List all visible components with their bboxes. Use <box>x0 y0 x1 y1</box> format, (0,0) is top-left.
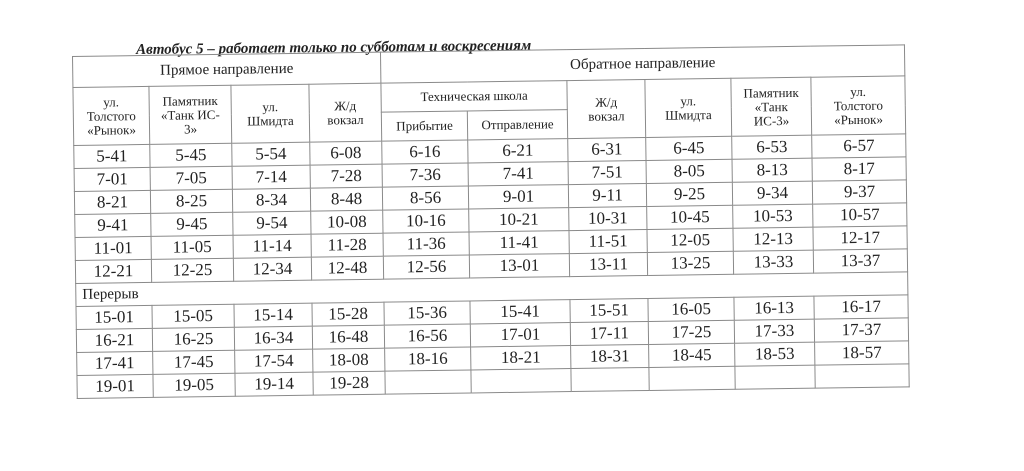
header-departure: Отправление <box>467 110 567 140</box>
page-title: Автобус 5 – работает только по субботам и воскресениям <box>136 37 532 58</box>
header-line: «Рынок» <box>87 121 137 138</box>
time-cell: 6-16 <box>382 140 468 164</box>
time-cell: 8-48 <box>310 187 382 211</box>
header-line: ул. <box>850 83 867 99</box>
time-cell: 15-51 <box>570 298 648 322</box>
header-tank-monument-back <box>731 77 812 136</box>
header-line: Памятник <box>743 84 799 101</box>
forward-direction-header: Прямое направление <box>73 52 381 87</box>
time-cell: 10-21 <box>469 208 569 232</box>
rows-after-break <box>76 295 909 399</box>
time-cell: 11-05 <box>151 235 233 259</box>
time-cell: 13-25 <box>647 251 733 275</box>
header-line: 3» <box>183 120 198 136</box>
header-schmidt <box>231 84 310 143</box>
header-station <box>309 83 382 142</box>
time-cell: 12-13 <box>733 227 813 251</box>
time-cell: 16-21 <box>76 328 152 352</box>
time-cell: 16-25 <box>152 327 234 351</box>
time-cell: 18-08 <box>313 348 385 372</box>
rows-before-break <box>74 134 908 284</box>
time-cell: 10-31 <box>569 206 647 230</box>
time-cell <box>471 369 571 393</box>
time-cell <box>571 367 649 391</box>
header-arrival: Прибытие <box>381 111 467 141</box>
time-cell: 17-25 <box>648 320 734 344</box>
time-cell <box>385 370 471 394</box>
time-cell: 6-57 <box>812 134 906 158</box>
time-cell: 17-54 <box>235 349 313 373</box>
time-cell: 10-53 <box>733 204 813 228</box>
time-cell: 6-53 <box>732 135 812 159</box>
header-line: «Танк ИС- <box>160 106 220 123</box>
time-cell: 8-17 <box>812 157 906 181</box>
header-line: вокзал <box>327 111 364 127</box>
header-line: Шмидта <box>665 106 712 123</box>
time-cell: 9-37 <box>812 180 906 204</box>
time-cell: 16-56 <box>384 324 470 348</box>
time-cell: 15-28 <box>312 302 384 326</box>
time-cell: 13-11 <box>569 252 647 276</box>
time-cell <box>735 365 815 389</box>
time-cell: 12-25 <box>151 258 233 282</box>
header-tank-monument <box>149 85 232 144</box>
header-schmidt-back <box>645 78 732 137</box>
time-cell: 8-21 <box>74 190 150 214</box>
header-line: Ж/д <box>595 93 618 110</box>
time-cell: 8-25 <box>150 189 232 213</box>
header-line: вокзал <box>588 107 625 124</box>
header-tolstoy-market <box>73 86 150 145</box>
break-label: Перерыв <box>76 272 908 307</box>
schedule-table <box>72 44 910 399</box>
time-cell: 17-45 <box>153 350 235 374</box>
time-cell: 12-48 <box>311 256 383 280</box>
time-cell: 11-51 <box>569 229 647 253</box>
time-cell: 9-01 <box>468 185 568 209</box>
time-cell: 7-51 <box>568 160 646 184</box>
time-cell: 10-16 <box>383 209 469 233</box>
header-line: Толстого <box>86 107 136 124</box>
time-cell <box>815 364 909 388</box>
time-cell: 12-21 <box>75 259 151 283</box>
header-tolstoy-market-back <box>811 76 906 135</box>
time-cell: 5-54 <box>232 142 310 166</box>
header-line: ул. <box>103 93 120 110</box>
time-cell: 19-28 <box>313 371 385 395</box>
time-cell: 17-41 <box>77 351 153 375</box>
time-cell: 18-16 <box>385 347 471 371</box>
time-cell: 13-33 <box>733 250 813 274</box>
time-cell: 9-41 <box>75 213 151 237</box>
time-cell: 5-45 <box>150 143 232 167</box>
time-cell: 8-13 <box>732 158 812 182</box>
time-cell: 12-34 <box>233 257 311 281</box>
time-cell: 11-14 <box>233 234 311 258</box>
time-cell: 12-56 <box>383 255 469 279</box>
time-cell: 15-01 <box>76 305 152 329</box>
time-cell: 7-14 <box>232 165 310 189</box>
time-cell: 19-01 <box>77 374 153 398</box>
time-cell: 11-41 <box>469 231 569 255</box>
time-cell: 9-25 <box>646 182 732 206</box>
header-station-back <box>567 80 646 139</box>
time-cell: 18-57 <box>815 341 909 365</box>
time-cell: 17-01 <box>470 323 570 347</box>
time-cell: 6-31 <box>568 137 646 161</box>
backward-direction-header: Обратное направление <box>381 45 905 83</box>
time-cell: 15-14 <box>234 303 312 327</box>
time-cell: 9-11 <box>568 183 646 207</box>
time-cell: 12-05 <box>647 228 733 252</box>
time-cell: 17-33 <box>734 319 814 343</box>
time-cell: 12-17 <box>813 226 907 250</box>
header-line: ул. <box>680 92 697 109</box>
header-line: Ж/д <box>334 97 357 113</box>
time-cell: 18-45 <box>649 343 735 367</box>
header-line: ИС-3» <box>753 112 790 128</box>
time-cell: 19-05 <box>153 373 235 397</box>
time-cell: 6-21 <box>468 139 568 163</box>
header-line: ул. <box>262 98 279 114</box>
time-cell: 10-45 <box>647 205 733 229</box>
header-tech-school: Техническая школа <box>381 81 567 113</box>
header-line: Памятник <box>162 92 218 109</box>
time-cell: 15-05 <box>152 304 234 328</box>
time-cell: 8-34 <box>232 188 310 212</box>
time-cell: 11-01 <box>75 236 151 260</box>
time-cell: 9-54 <box>233 211 311 235</box>
time-cell: 16-17 <box>814 295 908 319</box>
time-cell: 18-53 <box>735 342 815 366</box>
header-line: Шмидта <box>247 112 294 129</box>
time-cell: 6-08 <box>310 141 382 165</box>
header-line: «Танк <box>754 98 788 114</box>
time-cell: 13-37 <box>813 249 907 273</box>
time-cell: 10-57 <box>813 203 907 227</box>
schedule-sheet <box>72 44 910 399</box>
time-cell: 16-05 <box>648 297 734 321</box>
time-cell: 6-45 <box>646 136 732 160</box>
header-line: «Рынок» <box>834 111 884 127</box>
time-cell: 17-37 <box>814 318 908 342</box>
time-cell: 15-41 <box>470 300 570 324</box>
time-cell: 11-36 <box>383 232 469 256</box>
time-cell: 15-36 <box>384 301 470 325</box>
header-line: Толстого <box>833 97 883 113</box>
time-cell: 16-34 <box>234 326 312 350</box>
time-cell: 19-14 <box>235 372 313 396</box>
time-cell: 11-28 <box>311 233 383 257</box>
time-cell: 13-01 <box>469 254 569 278</box>
time-cell: 7-28 <box>310 164 382 188</box>
time-cell: 8-56 <box>382 186 468 210</box>
time-cell: 7-01 <box>74 167 150 191</box>
time-cell: 7-41 <box>468 162 568 186</box>
time-cell: 7-05 <box>150 166 232 190</box>
time-cell: 9-45 <box>151 212 233 236</box>
time-cell <box>649 366 735 390</box>
time-cell: 18-31 <box>571 344 649 368</box>
time-cell: 16-13 <box>734 296 814 320</box>
time-cell: 18-21 <box>471 346 571 370</box>
time-cell: 7-36 <box>382 163 468 187</box>
time-cell: 8-05 <box>646 159 732 183</box>
time-cell: 10-08 <box>311 210 383 234</box>
time-cell: 16-48 <box>312 325 384 349</box>
time-cell: 5-41 <box>74 144 150 168</box>
time-cell: 9-34 <box>732 181 812 205</box>
time-cell: 17-11 <box>570 321 648 345</box>
